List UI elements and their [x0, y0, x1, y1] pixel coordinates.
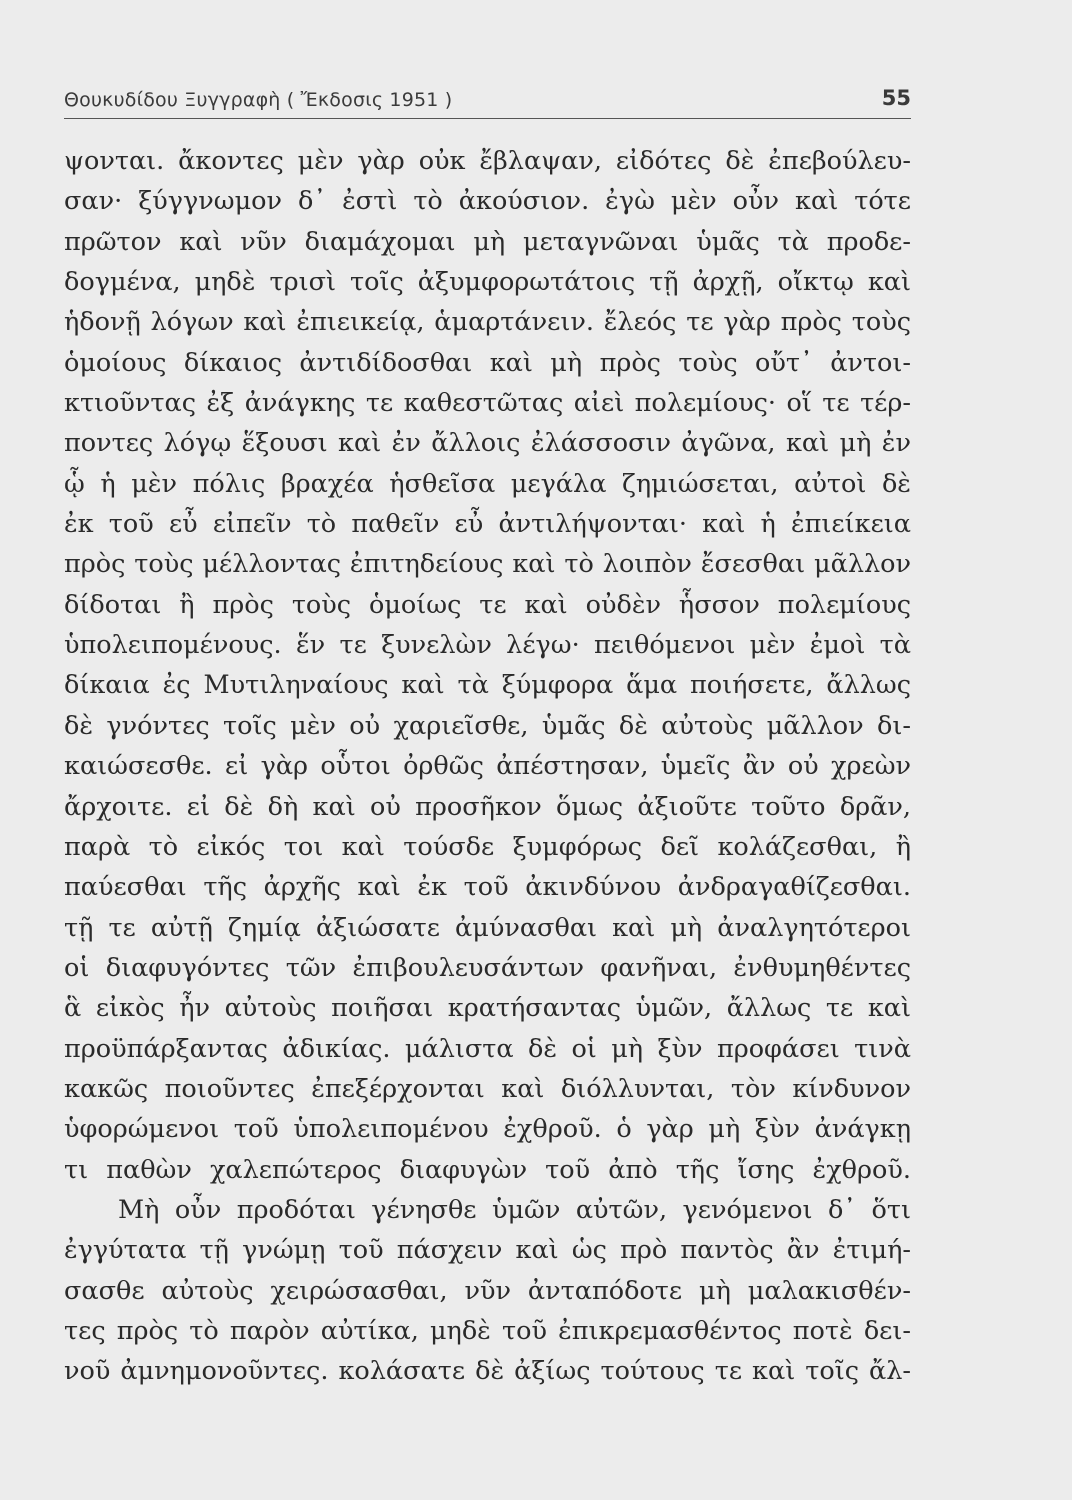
text-line: ἐκ τοῦ εὖ εἰπεῖν τὸ παθεῖν εὖ ἀντιλήψονται· καὶ ἡ ἐπιείκεια — [64, 509, 911, 540]
text-line: πρὸς τοὺς μέλλοντας ἐπιτηδείους καὶ τὸ λοιπὸν ἔσεσθαι μᾶλλον — [64, 549, 911, 580]
text-line: σασθε αὐτοὺς χειρώσασθαι, νῦν ἀνταπόδοτε μὴ μαλακισθέν- — [64, 1275, 911, 1306]
text-line: ἡδονῇ λόγων καὶ ἐπιεικείᾳ, ἁμαρτάνειν. ἔλεός τε γὰρ πρὸς τοὺς — [64, 307, 911, 338]
body-text — [64, 141, 911, 1392]
page-number: 55 — [881, 86, 911, 110]
text-line: δίδοται ἢ πρὸς τοὺς ὁμοίως τε καὶ οὐδὲν ἧσσον πολεμίους — [64, 589, 911, 620]
text-line: ἄρχοιτε. εἰ δὲ δὴ καὶ οὐ προσῆκον ὅμως ἀξιοῦτε τοῦτο δρᾶν, — [64, 791, 911, 822]
text-line: καιώσεσθε. εἰ γὰρ οὗτοι ὀρθῶς ἀπέστησαν, ὑμεῖς ἂν οὐ χρεὼν — [64, 751, 911, 782]
text-line: δίκαια ἐς Μυτιληναίους καὶ τὰ ξύμφορα ἅμα ποιήσετε, ἄλλως — [64, 670, 911, 701]
running-head-title: Θουκυδίδου Ξυγγραφὴ ( Ἔκδοσις 1951 ) — [64, 89, 453, 111]
text-line: ἐγγύτατα τῇ γνώμῃ τοῦ πάσχειν καὶ ὡς πρὸ παντὸς ἂν ἐτιμή- — [64, 1235, 911, 1266]
text-line: παύεσθαι τῆς ἀρχῆς καὶ ἐκ τοῦ ἀκινδύνου ἀνδραγαθίζεσθαι. — [64, 872, 911, 903]
text-line: κακῶς ποιοῦντες ἐπεξέρχονται καὶ διόλλυνται, τὸν κίνδυνον — [64, 1073, 911, 1104]
text-line: νοῦ ἀμνημονοῦντες. κολάσατε δὲ ἀξίως τούτους τε καὶ τοῖς ἄλ- — [64, 1356, 911, 1387]
text-line: οἱ διαφυγόντες τῶν ἐπιβουλευσάντων φανῆναι, ἐνθυμηθέντες — [64, 952, 911, 983]
text-line: σαν· ξύγγνωμον δ᾽ ἐστὶ τὸ ἀκούσιον. ἐγὼ μὲν οὖν καὶ τότε — [64, 186, 911, 217]
text-line: τῇ τε αὐτῇ ζημίᾳ ἀξιώσατε ἀμύνασθαι καὶ μὴ ἀναλγητότεροι — [64, 912, 911, 943]
text-line: ποντες λόγῳ ἕξουσι καὶ ἐν ἄλλοις ἐλάσσοσιν ἀγῶνα, καὶ μὴ ἐν — [64, 428, 911, 459]
paragraph-start-line: Μὴ οὖν προδόται γένησθε ὑμῶν αὐτῶν, γενόμενοι δ᾽ ὅτι — [118, 1194, 911, 1225]
text-line: τες πρὸς τὸ παρὸν αὐτίκα, μηδὲ τοῦ ἐπικρεμασθέντος ποτὲ δει- — [64, 1315, 911, 1346]
text-line: ὑπολειπομένους. ἕν τε ξυνελὼν λέγω· πειθόμενοι μὲν ἐμοὶ τὰ — [64, 630, 911, 661]
text-line: ᾧ ἡ μὲν πόλις βραχέα ἡσθεῖσα μεγάλα ζημιώσεται, αὐτοὶ δὲ — [64, 468, 911, 499]
text-line: τι παθὼν χαλεπώτερος διαφυγὼν τοῦ ἀπὸ τῆς ἴσης ἐχθροῦ. — [64, 1154, 911, 1185]
header-rule — [64, 118, 911, 119]
text-line: παρὰ τὸ εἰκός τοι καὶ τούσδε ξυμφόρως δεῖ κολάζεσθαι, ἢ — [64, 831, 911, 862]
text-line: δὲ γνόντες τοῖς μὲν οὐ χαριεῖσθε, ὑμᾶς δὲ αὐτοὺς μᾶλλον δι- — [64, 710, 911, 741]
text-line: προϋπάρξαντας ἀδικίας. μάλιστα δὲ οἱ μὴ ξὺν προφάσει τινὰ — [64, 1033, 911, 1064]
text-line: κτιοῦντας ἐξ ἀνάγκης τε καθεστῶτας αἰεὶ πολεμίους· οἵ τε τέρ- — [64, 388, 911, 419]
text-line: δογμένα, μηδὲ τρισὶ τοῖς ἀξυμφορωτάτοις τῇ ἀρχῇ, οἴκτῳ καὶ — [64, 267, 911, 298]
text-line: ψονται. ἄκοντες μὲν γὰρ οὐκ ἔβλαψαν, εἰδότες δὲ ἐπεβούλευ- — [64, 146, 911, 176]
text-line: ἃ εἰκὸς ἦν αὐτοὺς ποιῆσαι κρατήσαντας ὑμῶν, ἄλλως τε καὶ — [64, 993, 911, 1024]
running-head — [64, 86, 911, 116]
text-line: ὁμοίους δίκαιος ἀντιδίδοσθαι καὶ μὴ πρὸς τοὺς οὔτ᾽ ἀντοι- — [64, 347, 911, 378]
text-line: ὑφορώμενοι τοῦ ὑπολειπομένου ἐχθροῦ. ὁ γὰρ μὴ ξὺν ἀνάγκῃ — [64, 1114, 911, 1145]
text-line: πρῶτον καὶ νῦν διαμάχομαι μὴ μεταγνῶναι ὑμᾶς τὰ προδε- — [64, 226, 911, 257]
